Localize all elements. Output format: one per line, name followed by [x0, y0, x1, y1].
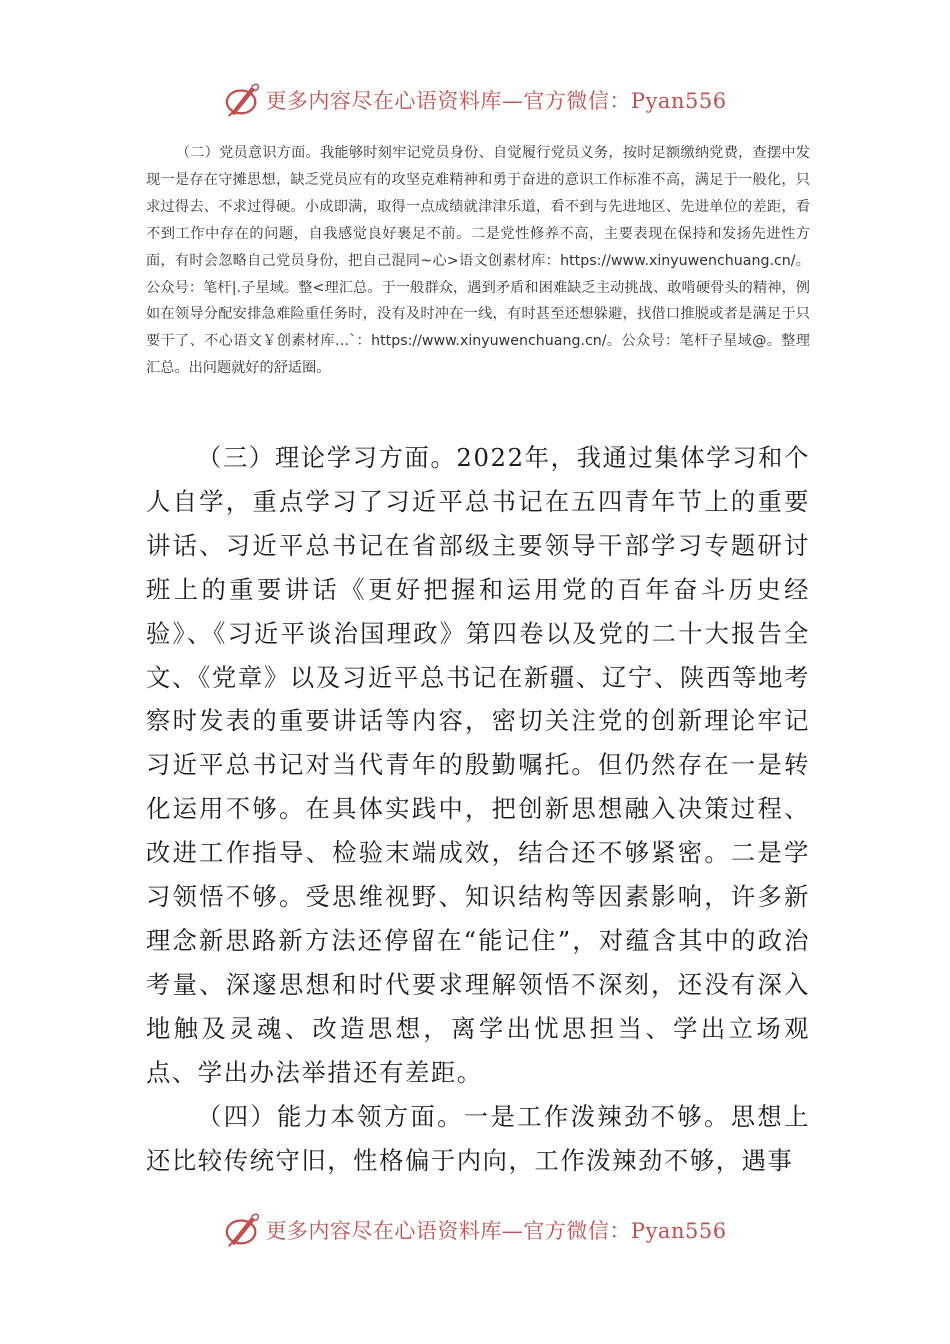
paragraph-theory-study: （三）理论学习方面。2022年，我通过集体学习和个人自学，重点学习了习近平总书记在五四青年节上的重要讲话、习近平总书记在省部级主要领导干部学习专题研讨班上的重要讲话《更好把握和运用党的百年奋斗历史经验》、《习近平谈治国理政》第四卷以及党的二十大报告全文、《党章》以及习近平总书记在新疆、辽宁、陕西等地考察时发表的重要讲话等内容，密切关注党的创新理论牢记习近平总书记对当代青年的殷勤嘱托。但仍然存在一是转化运用不够。在具体实践中，把创新思想融入决策过程、改进工作指导、检验末端成效，结合还不够紧密。二是学习领悟不够。受思维视野、知识结构等因素影响，许多新理念新思路新方法还停留在“能记住”，对蕴含其中的政治考量、深邃思想和时代要求理解领悟不深刻，还没有深入地触及灵魂、改造思想，离学出忧思担当、学出立场观点、学出办法举措还有差距。: [146, 443, 810, 1087]
header-banner: [0, 78, 950, 122]
quill-pen-logo-icon: [223, 1211, 261, 1249]
paragraph-party-awareness: [146, 140, 810, 382]
header-banner-text: 更多内容尽在心语资料库—官方微信：Pyan556: [265, 89, 727, 113]
footer-banner-text: 更多内容尽在心语资料库—官方微信：Pyan556: [265, 1219, 727, 1243]
quill-pen-logo-icon: [223, 81, 261, 119]
paragraph-ability: （四）能力本领方面。一是工作泼辣劲不够。思想上还比较传统守旧，性格偏于内向，工作泼辣劲不够，遇事: [146, 1101, 810, 1175]
paragraph-small-text: （二）党员意识方面。我能够时刻牢记党员身份、自觉履行党员义务，按时足额缴纳党费，查摆中发现一是存在守摊思想，缺乏党员应有的攻坚克难精神和勇于奋进的意识工作标准不高，满足于一般化，只求过得去、不求过得硬。小成即满，取得一点成绩就津津乐道，看不到与先进地区、先进单位的差距，看不到工作中存在的问题，自我感觉良好裹足不前。二是党性修养不高，主要表现在保持和发扬先进性方面，有时会忽略自己党员身份，把自己混同~心>语文创素材库：https://www.xinyuwenchuang.cn/。公众号：笔杆|.子星域。整<理汇总。于一般群众，遇到矛盾和困难缺乏主动挑战、敢啃硬骨头的精神，例如在领导分配安排急难险重任务时，没有及时冲在一线，有时甚至还想躲避，找借口推脱或者是满足于只要干了、不心语文￥创素材库…`：https://www.xinyuwenchuang.cn/。公众号：笔杆子星域@。整理汇总。出问题就好的舒适圈。: [146, 145, 810, 377]
main-body: [146, 436, 810, 1182]
footer-banner: [0, 1208, 950, 1252]
